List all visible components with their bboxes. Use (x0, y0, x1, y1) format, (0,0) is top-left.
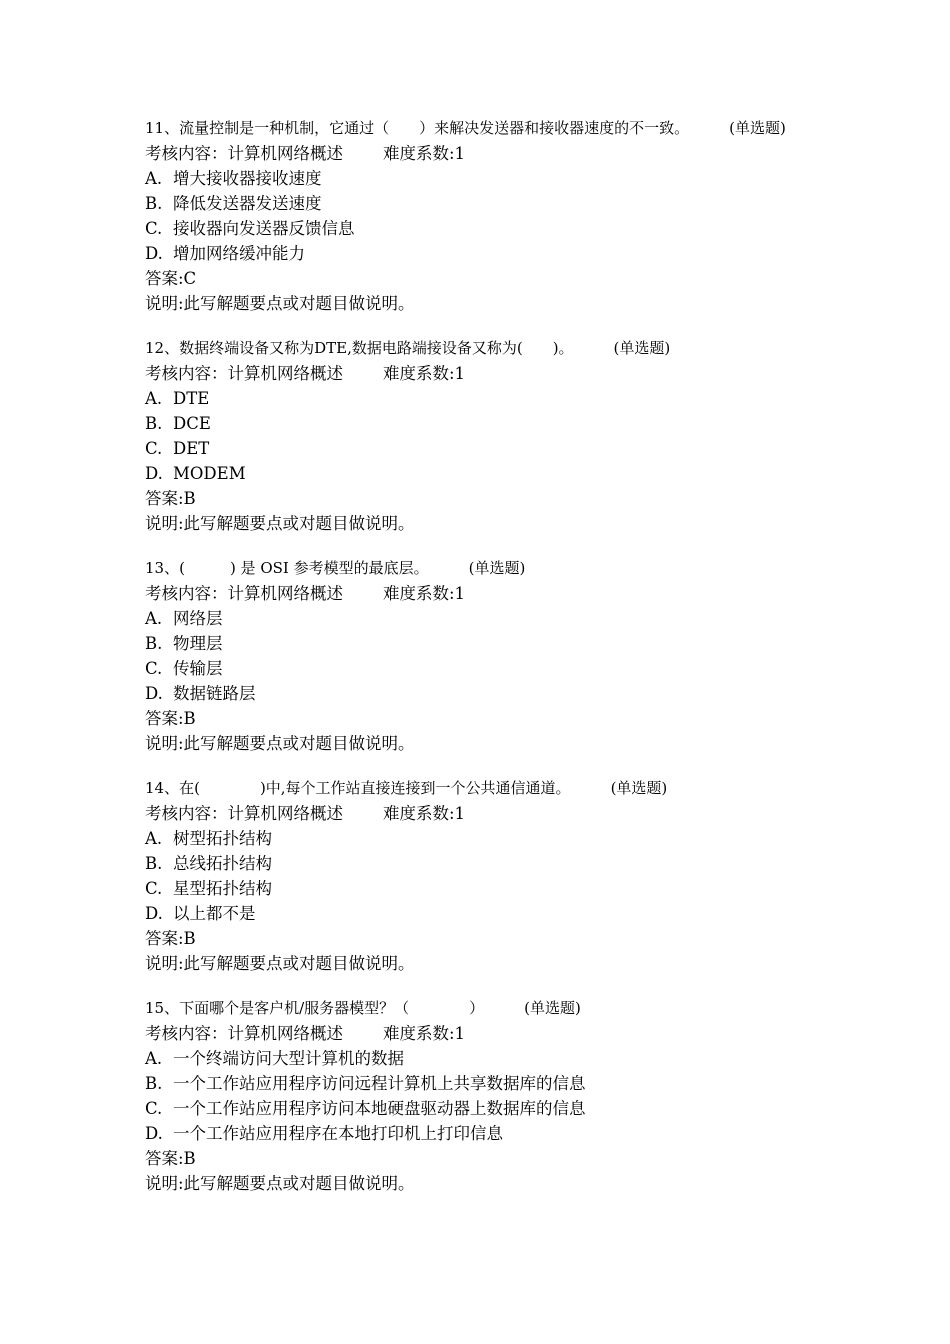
question-type: (单选题) (610, 779, 668, 797)
option-d (145, 241, 815, 266)
question-title (145, 555, 815, 581)
question-title (145, 115, 815, 141)
option-text: 降低发送器发送速度 (173, 194, 322, 213)
option-letter: B. (145, 634, 163, 653)
option-letter: C. (145, 439, 163, 458)
answer: 答案:B (145, 929, 196, 948)
question-11 (145, 115, 815, 316)
option-text: 接收器向发送器反馈信息 (173, 219, 355, 238)
option-text: 以上都不是 (173, 904, 256, 923)
option-c (145, 436, 815, 461)
option-text: DCE (173, 414, 211, 433)
option-letter: A. (145, 169, 163, 188)
option-c (145, 216, 815, 241)
option-text: 一个工作站应用程序访问远程计算机上共享数据库的信息 (173, 1074, 586, 1093)
option-letter: A. (145, 829, 163, 848)
option-a (145, 606, 815, 631)
meta-content: 考核内容：计算机网络概述 (145, 364, 343, 383)
document-page (145, 115, 815, 1215)
option-letter: B. (145, 854, 163, 873)
option-b (145, 1071, 815, 1096)
option-text: 一个工作站应用程序访问本地硬盘驱动器上数据库的信息 (173, 1099, 586, 1118)
question-text: 12、数据终端设备又称为DTE,数据电路端接设备又称为( )。 (145, 339, 574, 357)
option-text: 增大接收器接收速度 (173, 169, 322, 188)
option-letter: C. (145, 1099, 163, 1118)
question-13 (145, 555, 815, 756)
question-15 (145, 995, 815, 1196)
option-b (145, 851, 815, 876)
option-text: DTE (173, 389, 210, 408)
meta-difficulty: 难度系数:1 (383, 1024, 466, 1043)
option-a (145, 1046, 815, 1071)
option-b (145, 191, 815, 216)
option-a (145, 386, 815, 411)
option-letter: A. (145, 1049, 163, 1068)
option-letter: D. (145, 244, 163, 263)
option-letter: B. (145, 1074, 163, 1093)
question-text: 13、( ) 是 OSI 参考模型的最底层。 (145, 559, 429, 577)
option-text: DET (173, 439, 210, 458)
option-letter: A. (145, 389, 163, 408)
option-text: 星型拓扑结构 (173, 879, 272, 898)
question-14 (145, 775, 815, 976)
meta-content: 考核内容：计算机网络概述 (145, 144, 343, 163)
question-type: (单选题) (613, 339, 671, 357)
option-c (145, 656, 815, 681)
option-letter: C. (145, 659, 163, 678)
meta-difficulty: 难度系数:1 (383, 144, 466, 163)
question-type: (单选题) (468, 559, 526, 577)
explanation: 说明:此写解题要点或对题目做说明。 (145, 514, 415, 533)
option-letter: A. (145, 609, 163, 628)
question-title (145, 995, 815, 1021)
option-letter: C. (145, 219, 163, 238)
question-text: 11、流量控制是一种机制，它通过（ ）来解决发送器和接收器速度的不一致。 (145, 119, 690, 137)
question-title (145, 775, 815, 801)
option-letter: C. (145, 879, 163, 898)
option-letter: B. (145, 414, 163, 433)
option-c (145, 1096, 815, 1121)
option-text: 增加网络缓冲能力 (173, 244, 305, 263)
question-text: 14、在( )中,每个工作站直接连接到一个公共通信通道。 (145, 779, 571, 797)
explanation: 说明:此写解题要点或对题目做说明。 (145, 954, 415, 973)
option-text: 总线拓扑结构 (173, 854, 272, 873)
option-letter: D. (145, 684, 163, 703)
meta-difficulty: 难度系数:1 (383, 584, 466, 603)
meta-difficulty: 难度系数:1 (383, 804, 466, 823)
option-text: 数据链路层 (173, 684, 256, 703)
option-b (145, 411, 815, 436)
option-c (145, 876, 815, 901)
question-meta (145, 801, 815, 826)
option-letter: B. (145, 194, 163, 213)
option-letter: D. (145, 1124, 163, 1143)
question-meta (145, 581, 815, 606)
option-text: 物理层 (173, 634, 223, 653)
option-a (145, 166, 815, 191)
question-type: (单选题) (524, 999, 581, 1017)
option-d (145, 681, 815, 706)
question-12 (145, 335, 815, 536)
meta-content: 考核内容：计算机网络概述 (145, 1024, 343, 1043)
option-text: 网络层 (173, 609, 223, 628)
option-d (145, 1121, 815, 1146)
meta-difficulty: 难度系数:1 (383, 364, 466, 383)
explanation: 说明:此写解题要点或对题目做说明。 (145, 294, 415, 313)
question-text: 15、下面哪个是客户机/服务器模型？（ ） (145, 999, 485, 1017)
option-text: 一个工作站应用程序在本地打印机上打印信息 (173, 1124, 503, 1143)
answer: 答案:B (145, 1149, 196, 1168)
option-a (145, 826, 815, 851)
meta-content: 考核内容：计算机网络概述 (145, 584, 343, 603)
question-title (145, 335, 815, 361)
explanation: 说明:此写解题要点或对题目做说明。 (145, 1174, 415, 1193)
question-meta (145, 1021, 815, 1046)
option-letter: D. (145, 904, 163, 923)
option-text: MODEM (173, 464, 246, 483)
meta-content: 考核内容：计算机网络概述 (145, 804, 343, 823)
option-d (145, 461, 815, 486)
option-text: 传输层 (173, 659, 223, 678)
question-type: (单选题) (729, 119, 786, 137)
answer: 答案:C (145, 269, 197, 288)
option-text: 一个终端访问大型计算机的数据 (173, 1049, 404, 1068)
option-d (145, 901, 815, 926)
option-letter: D. (145, 464, 163, 483)
answer: 答案:B (145, 489, 196, 508)
question-meta (145, 141, 815, 166)
answer: 答案:B (145, 709, 196, 728)
question-meta (145, 361, 815, 386)
option-text: 树型拓扑结构 (173, 829, 272, 848)
option-b (145, 631, 815, 656)
explanation: 说明:此写解题要点或对题目做说明。 (145, 734, 415, 753)
